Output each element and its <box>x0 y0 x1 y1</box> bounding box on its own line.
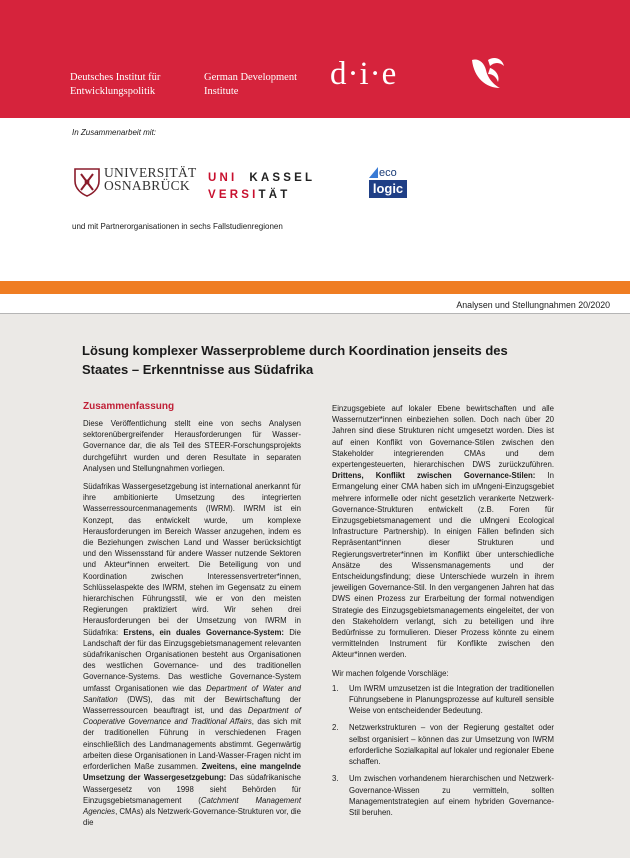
summary-heading: Zusammenfassung <box>83 401 175 412</box>
osnabrueck-line2: OSNABRÜCK <box>104 178 190 193</box>
institute-name-de-line1: Deutsches Institut für <box>70 72 161 83</box>
summary-paragraph-1: Diese Veröffentlichung stellt eine von sechs Analysen sektorenübergreifender Herausforderungen für Wasser-Governance dar, die als Teil des STEER-Forschungsprojekts durchgeführt wurden und deren Resultate in separaten Analysen und Stellungnahmen vorliegen. <box>83 419 301 473</box>
ecologic-logic-text: logic <box>369 180 407 198</box>
die-emblem-icon <box>466 52 514 94</box>
bold-run: Zweitens, eine mangelnde Umsetzung der Wassergesetzgebung: <box>83 762 302 783</box>
osnabrueck-logo-text <box>104 166 197 192</box>
list-item <box>332 722 554 767</box>
list-item-text: Um zwischen vorhandenem hierarchischen und Netzwerk-Governance-Wissen zu vermitteln, sollten Managementstrategien auf einem hybriden Governance-Stil beruhen. <box>349 774 554 817</box>
ecologic-mark-icon <box>369 167 378 178</box>
text-run: Südafrikas Wassergesetzgebung ist international anerkannt für ihre ambitionierte Umsetzung des integrierten Wasserressourcenmanagements (IWRM). IWRM ist ein Konzept, das entwickelt wurde, um komplexe Herausforderungen im Bereich Wasser anzugehen, indem es die Beziehungen zwischen Land und Wasser berücksichtigt und den Wissensstand für andere Wasser nutzende Sektoren und Akteur*innen erweitert. Die Beteiligung von und Koordination zwischen Interessensvertreter*innen, Schlüsselaspekte des IWRM, stehen im Gegensatz zu einem hierarchischen Führungsstil, wie er von den meisten Regierungen praktiziert wird. Wir sehen drei Herausforderungen bei der Umsetzung von IWRM in Südafrika: <box>83 482 301 637</box>
summary-paragraph-2 <box>83 481 301 828</box>
institute-name-en-line2: Institute <box>204 85 239 97</box>
die-logo: d·i·e <box>330 56 398 92</box>
text-run: (DWS), das mit der Bewirtschaftung der Wasserressourcen beauftragt ist, und das <box>83 694 301 716</box>
institute-name-en-line1: German Development <box>204 72 298 83</box>
text-run: Die Landschaft der für das Einzugsgebietsmanagement relevanten südafrikanischen Organisationen besteht aus Organisationen des westlichen Governance- und des traditionellen Governance-Systems. Das westliche Governance-System umfasst Organisationen wie das <box>83 627 302 693</box>
ecologic-eco-text: eco <box>379 167 397 179</box>
text-run: Einzugsgebiete auf lokaler Ebene bewirtschaften und alle Wassernutzer*innen einbeziehen sollen. Doch nach über 20 Jahren sind diese Strukturen nicht umgesetzt worden. Dies ist auf einen Konflikt von Governance-Stilen zwischen den Stakeholder integrierenden CMAs und dem expertengesteuerten, hierarchischen DWS zurückzuführen. <box>332 404 554 470</box>
kassel-versi-text: VERSI <box>208 189 259 201</box>
document-title-line1: Lösung komplexer Wasserprobleme durch Koordination jenseits des <box>82 343 508 358</box>
institute-name-de <box>70 71 160 98</box>
list-item <box>332 773 554 818</box>
italic-run: Department of Cooperative Governance and Traditional Affairs <box>83 706 301 727</box>
orange-divider-bar <box>0 281 630 294</box>
list-number: 1. <box>332 683 339 693</box>
bold-run: Erstens, ein duales Governance-System: <box>123 627 285 637</box>
document-title <box>82 342 552 379</box>
series-label: Analysen und Stellungnahmen 20/2020 <box>456 300 610 310</box>
kassel-logo <box>208 170 315 204</box>
list-item-text: Um IWRM umzusetzen ist die Integration der traditionellen Führungsebene in Planungsprozesse auf kulturell sensible Weise von entscheidender Bedeutung. <box>349 683 554 716</box>
summary-column-left <box>83 400 301 835</box>
institute-name-de-line2: Entwicklungspolitik <box>70 85 156 97</box>
text-run: , CMAs) als Netzwerk-Governance-Strukturen vor, die die <box>83 806 301 828</box>
partner-organisations-note: und mit Partnerorganisationen in sechs Fallstudienregionen <box>72 222 283 231</box>
kassel-kassel-text: KASSEL <box>249 172 316 184</box>
text-run: Das südafrikanische Wassergesetz von 1998 sieht Behörden für Einzugsgebietsmanagement ( <box>83 773 302 805</box>
osnabrueck-line1: UNIVERSITÄT <box>104 165 197 180</box>
summary-column-right <box>332 403 554 824</box>
text-run: In Ermangelung einer CMA haben sich im uMngeni-Einzugsgebiet mehrere informelle oder nicht gesetzlich verankerte Netzwerk-Governance-Strukturen entwickelt (z.B. Foren für Einzugsgebietsmanagement und die uMngeni Ecological Infrastructure Partnership). In einigen Fällen befinden sich Repräsentant*innen dieser Strukturen und Regierungsvertreter*innen im Konflikt über unterschiedliche Ansätze des Wissensmanagements und der Entscheidungsfindung; diese Unterschiede wurzeln in ihrem jeweiligen Governance-Stil. In den vergangenen Jahren hat das DWS einen Prozess zur Erarbeitung der formal notwendigen Strategie des Einzugsgebietsmanagements eingeleitet, der von den Stakeholdern verlangt, sich zu beteiligen und ihre Bedürfnisse zu formulieren. Dieser Prozess könnte zu einem vermittelnden Instrument für Konflikte zwischen den Akteur*innen werden. <box>332 471 555 660</box>
list-item-text: Netzwerkstrukturen – von der Regierung gestaltet oder selbst organisiert – können das zur Umsetzung von IWRM erforderliche Sozialkapital auf lokaler und regionaler Ebene schaffen. <box>349 723 554 767</box>
list-item <box>332 683 554 717</box>
list-number: 2. <box>332 723 339 733</box>
bold-run: Drittens, Konflikt zwischen Governance-Stilen: <box>332 471 536 481</box>
ecologic-logo <box>369 167 407 199</box>
institute-name-en <box>204 71 297 98</box>
italic-run: Department of Water and Sanitation <box>83 683 301 704</box>
kassel-uni-text: UNI <box>208 172 238 184</box>
list-number: 3. <box>332 774 339 784</box>
header-banner <box>0 0 630 118</box>
document-title-line2: Staates – Erkenntnisse aus Südafrika <box>82 361 314 377</box>
italic-run: Catchment Management Agencies <box>83 795 301 816</box>
kassel-taet-text: TÄT <box>258 189 291 201</box>
summary-paragraph-3 <box>332 403 554 661</box>
collaboration-label: In Zusammenarbeit mit: <box>72 128 157 137</box>
recommendations-intro: Wir machen folgende Vorschläge: <box>332 668 449 678</box>
recommendations-list <box>332 683 554 818</box>
text-run: , das sich mit der traditionellen Führung in verschiedenen Fragen einschließlich des Landmanagements abstimmt. Gegenwärtig arbeiten diese Organisationen in Land-Wasser-Fragen nicht im erforderlichen Maße zusammen. <box>83 717 301 772</box>
osnabrueck-crest-icon <box>72 167 102 197</box>
